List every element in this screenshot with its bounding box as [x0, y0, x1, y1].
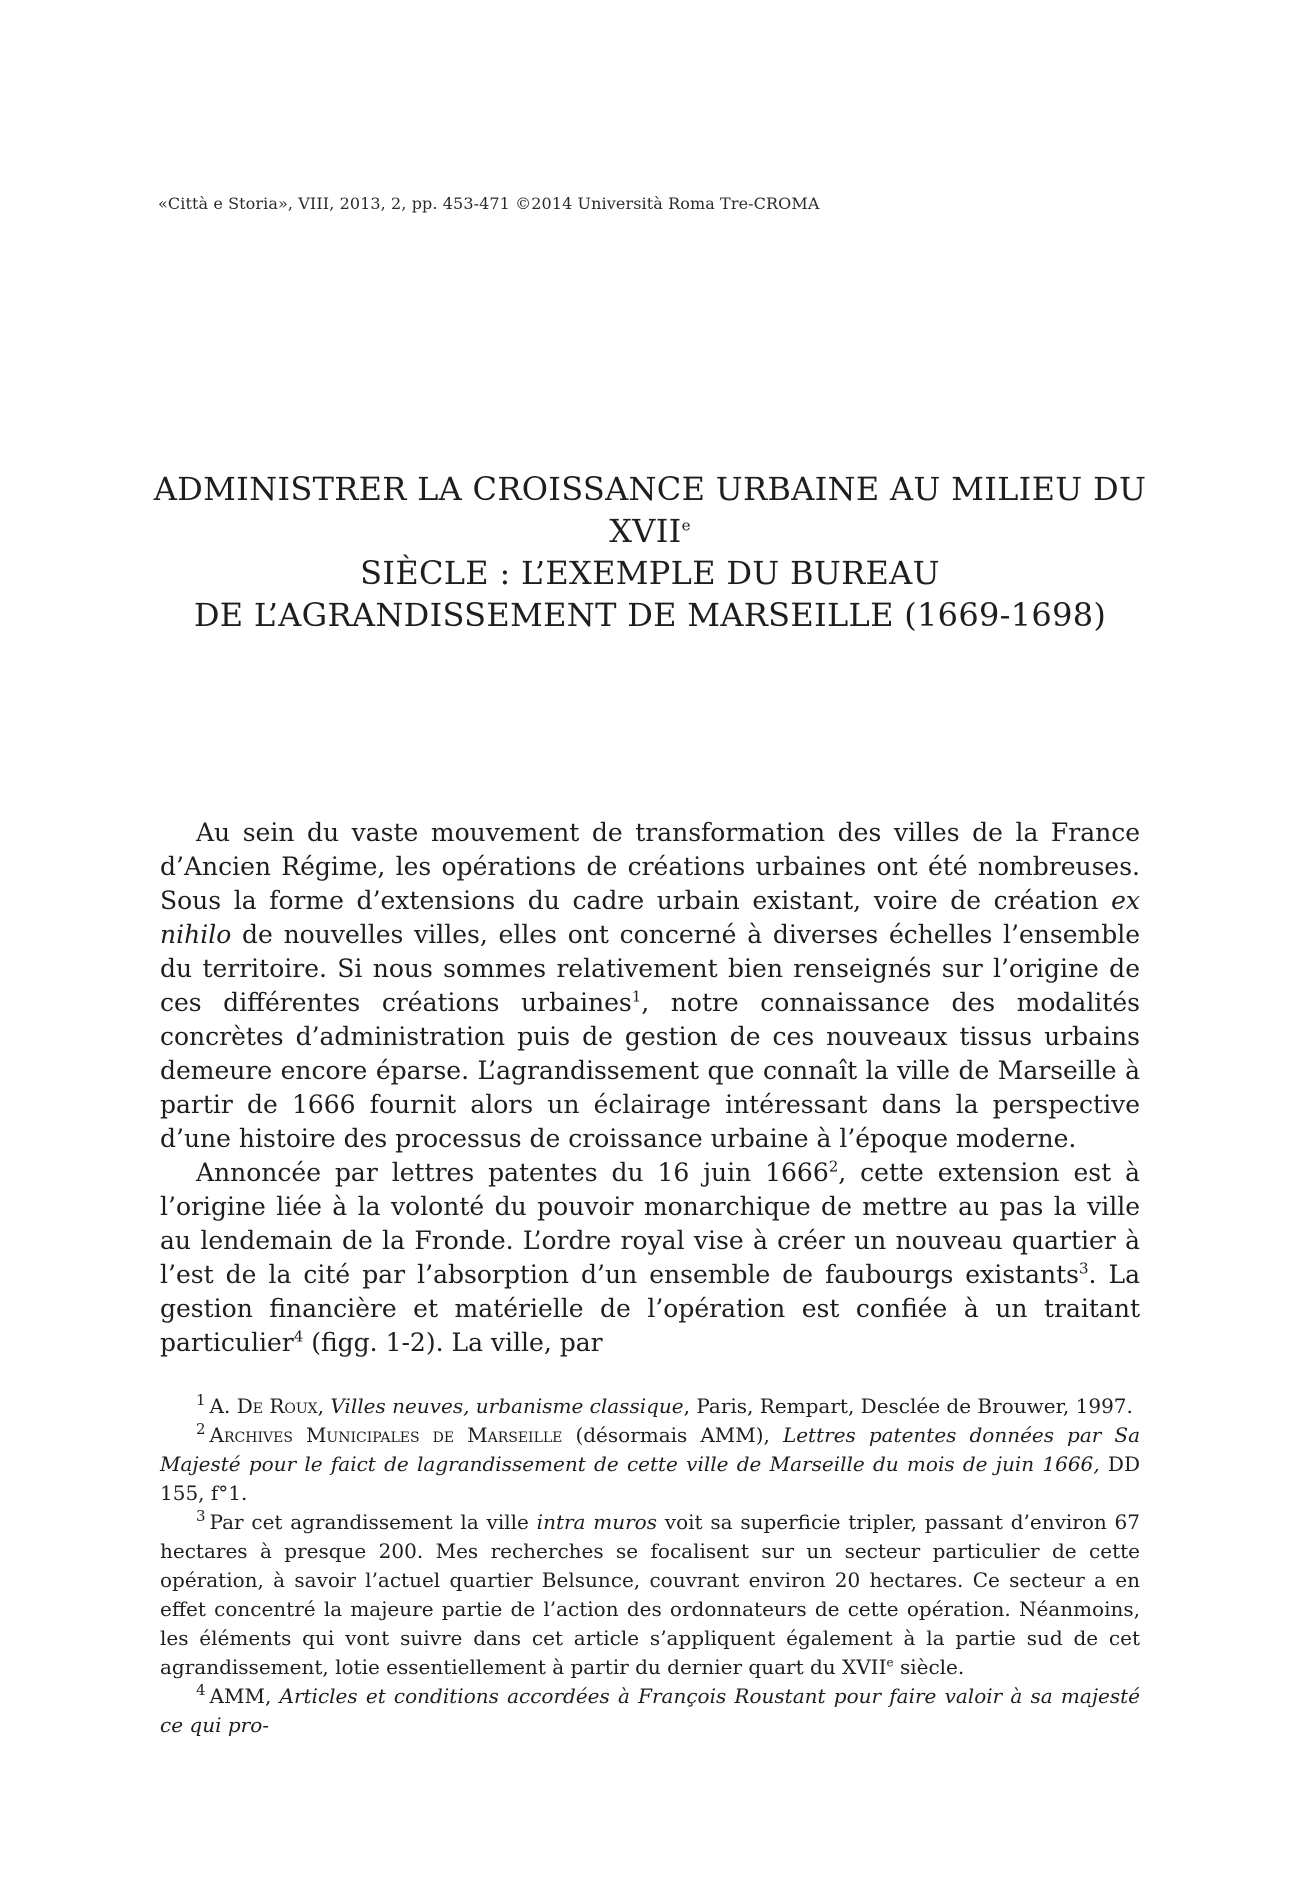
p2-text-b: , cette extension est à l’origine liée à la volonté du pouvoir monarchique de mettre au pas la ville au lendemain de la Fronde. L’ordre royal vise à créer un nouveau quartier à l’est de la cité par l’absorption d’un ensemble de faubourgs existants	[160, 1158, 1140, 1289]
footnote-4-italic: Articles et conditions accordées à François Roustant pour faire valoir à sa majesté ce qui pro-	[160, 1684, 1140, 1737]
footnote-ref-2[interactable]: 2	[828, 1157, 839, 1176]
p2-text-d: (figg. 1-2). La ville, par	[303, 1328, 603, 1357]
p1-text-b: de nouvelles villes, elles ont concerné à diverses échelles l’ensemble du territoire. Si nous sommes relativement bien renseignés sur l’origine de ces différentes créations urbaines	[160, 920, 1140, 1017]
p2-text-c: . La gestion financière et matérielle de l’opération est confiée à un traitant particulier	[160, 1260, 1140, 1357]
footnote-3-text-a: Par cet agrandissement la ville	[209, 1510, 537, 1534]
title-line-3: DE L’AGRANDISSEMENT DE MARSEILLE (1669-1698)	[193, 596, 1107, 634]
footnote-4	[160, 1682, 1140, 1740]
paragraph-1	[160, 816, 1140, 1156]
footnote-3-superscript: e	[886, 1655, 894, 1670]
footnote-1-author: A. De Roux	[209, 1394, 318, 1418]
footnote-3-italic: intra muros	[536, 1510, 657, 1534]
p1-text-a: Au sein du vaste mouvement de transformation des villes de la France d’Ancien Régime, les opérations de créations urbaines ont été nombreuses. Sous la forme d’extensions du cadre urbain existant, voire de création	[160, 818, 1140, 915]
footnote-2-source: Archives Municipales de Marseille	[209, 1423, 563, 1447]
footnote-2-rest: DD 155, f°1.	[160, 1452, 1140, 1505]
footnote-1	[160, 1392, 1140, 1421]
body-text	[160, 816, 1140, 1360]
title-line-1-text: ADMINISTRER LA CROISSANCE URBAINE AU MILIEU DU XVII	[153, 470, 1147, 550]
footnotes	[160, 1392, 1140, 1740]
footnote-4-number: 4	[196, 1681, 206, 1700]
title-line-2: SIÈCLE : L’EXEMPLE DU BUREAU	[360, 554, 940, 592]
footnote-ref-4[interactable]: 4	[293, 1327, 304, 1346]
footnote-2-title: Lettres patentes données par Sa Majesté pour le faict de lagrandissement de cette ville de Marseille du mois de juin 1666,	[160, 1423, 1141, 1476]
article-title	[130, 468, 1170, 636]
footnote-4-text-a: AMM,	[209, 1684, 280, 1708]
footnote-3-text-c: siècle.	[893, 1655, 965, 1679]
title-superscript: e	[681, 516, 691, 535]
footnote-3-number: 3	[196, 1507, 206, 1526]
footnote-2	[160, 1421, 1140, 1508]
footnote-ref-3[interactable]: 3	[1078, 1259, 1089, 1278]
running-head: «Città e Storia», VIII, 2013, 2, pp. 453-471 ©2014 Università Roma Tre-CROMA	[158, 194, 820, 213]
title-line-1	[154, 470, 1147, 550]
paragraph-2	[160, 1156, 1140, 1360]
footnote-1-title: Villes neuves, urbanisme classique	[330, 1394, 684, 1418]
footnote-1-sep: ,	[317, 1394, 331, 1418]
p2-text-a: Annoncée par lettres patentes du 16 juin 1666	[196, 1158, 829, 1187]
footnote-1-number: 1	[196, 1391, 206, 1410]
footnote-2-text-a: (désormais AMM),	[562, 1423, 783, 1447]
p1-text-c: , notre connaissance des modalités concrètes d’administration puis de gestion de ces nouveaux tissus urbains demeure encore éparse. L’agrandissement que connaît la ville de Marseille à partir de 1666 fournit alors un éclairage intéressant dans la perspective d’une histoire des processus de croissance urbaine à l’époque moderne.	[160, 988, 1140, 1153]
p1-italic: ex nihilo	[160, 886, 1140, 949]
footnote-2-number: 2	[196, 1420, 206, 1439]
footnote-ref-1[interactable]: 1	[631, 987, 642, 1006]
footnote-3-text-b: voit sa superficie tripler, passant d’environ 67 hectares à presque 200. Mes recherches se focalisent sur un secteur particulier de cette opération, à savoir l’actuel quartier Belsunce, couvrant environ 20 hectares. Ce secteur a en effet concentré la majeure partie de l’action des ordonnateurs de cette opération. Néanmoins, les éléments qui vont suivre dans cet article s’appliquent également à la partie sud de cet agrandissement, lotie essentiellement à partir du dernier quart du XVII	[160, 1510, 1140, 1679]
footnote-3	[160, 1508, 1140, 1682]
footnote-1-rest: , Paris, Rempart, Desclée de Brouwer, 1997.	[683, 1394, 1133, 1418]
